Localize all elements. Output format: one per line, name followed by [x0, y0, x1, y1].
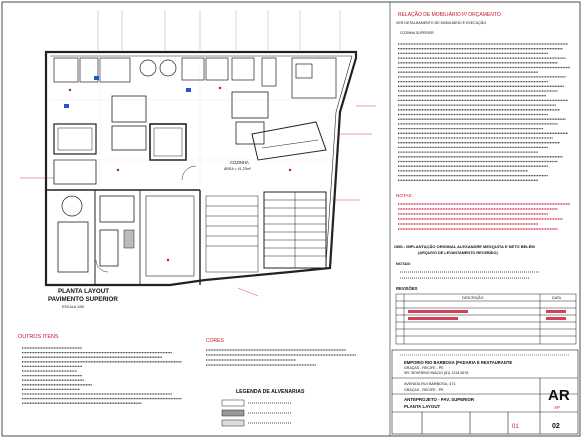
- work-table-1-top: [58, 128, 92, 150]
- storage-1: [54, 160, 96, 184]
- plan-scale: ESCALA 1/50: [62, 305, 84, 309]
- counter-right: [232, 92, 268, 118]
- middle-steps: [206, 196, 258, 272]
- notas-list: [398, 204, 570, 229]
- legenda-swatch-3: [222, 420, 244, 426]
- notas2-title: NOTAS:: [396, 261, 412, 266]
- cores-title: CORES: [206, 338, 224, 344]
- sink: [296, 64, 312, 78]
- mobiliario-subtitle: VER DETALHAMENTO DE MOBILIÁRIO E EXECUÇÃO: [396, 21, 487, 25]
- shelf-1: [100, 196, 134, 222]
- discipline-sub: AP: [554, 405, 560, 410]
- door-arc-1: [182, 166, 196, 180]
- revisoes-col-date: DATA: [552, 296, 562, 300]
- mobiliario-title: RELAÇÃO DE MOBILIÁRIO P/ ORÇAMENTO: [398, 12, 501, 18]
- legenda-items: [222, 400, 292, 426]
- mobiliario-list: [398, 44, 570, 180]
- address-line: AVENIDA RUI BARBOSA, 471: [404, 382, 456, 386]
- outros-itens-list: [22, 348, 182, 403]
- equipment-3: [100, 58, 130, 82]
- room-area: ÁREA = 41,23m²: [224, 167, 251, 171]
- revisoes-col-desc: DESCRIÇÃO: [462, 296, 484, 300]
- work-table-3: [112, 126, 146, 150]
- hatched-element: [124, 230, 134, 248]
- plan-title-2: PAVIMENTO SUPERIOR: [48, 296, 118, 303]
- equipment-4: [182, 58, 204, 80]
- floor-plan: [20, 10, 376, 296]
- equipment-1: [54, 58, 78, 82]
- round-table: [62, 196, 82, 216]
- mixer-2: [160, 60, 176, 76]
- staircase: [264, 192, 326, 268]
- equipment-6: [232, 58, 254, 80]
- outer-walls: [46, 52, 356, 285]
- outros-itens-title: OUTROS ITENS: [18, 334, 59, 340]
- legenda-swatch-1: [222, 400, 244, 406]
- cores-list: [206, 350, 356, 365]
- sheet-total: 02: [552, 423, 560, 430]
- drawing-label: PLANTA LAYOUT: [404, 404, 441, 409]
- equipment-7: [262, 58, 276, 86]
- island-top: [154, 128, 182, 156]
- floor-tiles: [50, 56, 340, 190]
- work-table-1: [54, 124, 96, 154]
- client-line-3: SR. SEVERINO INÁCIO (81) 1234.5678: [404, 371, 469, 375]
- address-line-2: GRAÇAS - RECIFE - PE: [404, 388, 444, 392]
- discipline-code: AR: [548, 387, 570, 404]
- room-label: COZINHA: [230, 160, 249, 165]
- obs-line-2: (ARQUIVO DE LEVANTAMENTO RECEBIDO): [418, 251, 498, 255]
- island-counter: [150, 124, 186, 160]
- client-line-2: GRAÇAS - RECIFE - PE: [404, 366, 444, 370]
- phase-label: ANTEPROJETO - PAV. SUPERIOR: [404, 397, 475, 402]
- notas-title: NOTAS:: [396, 193, 413, 198]
- client-line-1: EMPORIO RIO BARBOSA (PADARIA E RESTAURANTE: [404, 360, 513, 365]
- equipment-5: [206, 58, 228, 80]
- grid-axes: [98, 10, 340, 50]
- storage-room: [146, 196, 194, 276]
- shelf-2: [100, 230, 118, 266]
- counter-edge: [262, 140, 318, 148]
- sheet-number: 01: [512, 424, 519, 430]
- revisoes-title: REVISÕES: [396, 286, 418, 291]
- obs-line-1: OBS.: IMPLANTAÇÃO ORIGINAL ALEXANDRE MESQUITA E NETO BELÉM: [394, 244, 535, 249]
- mixer-1: [140, 60, 156, 76]
- legenda-title: LEGENDA DE ALVENARIAS: [236, 389, 305, 395]
- angled-counter: [252, 122, 326, 160]
- storage-lower: [58, 222, 88, 272]
- mobiliario-group: COZINHA SUPERIOR: [400, 31, 434, 35]
- blue-markers: [64, 76, 191, 108]
- legenda-swatch-2: [222, 410, 244, 416]
- plan-title-1: PLANTA LAYOUT: [58, 288, 109, 295]
